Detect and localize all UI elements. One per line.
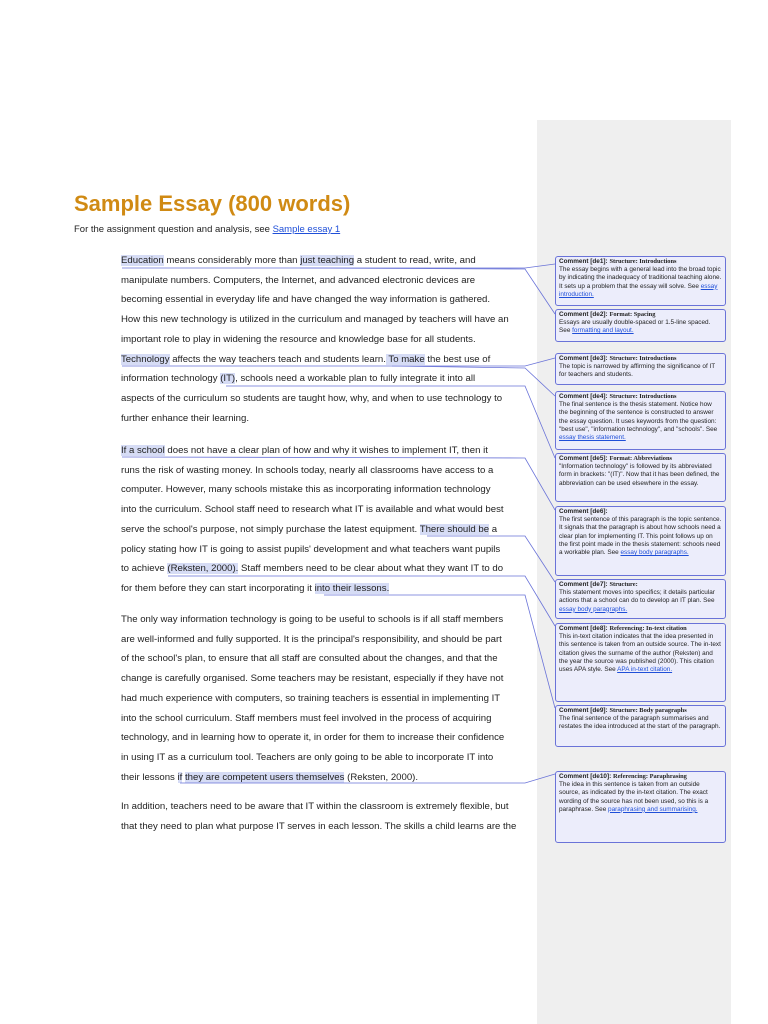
comment-de4[interactable] (555, 391, 726, 450)
comment-de5[interactable] (555, 453, 726, 502)
text-line (121, 817, 516, 837)
text-run: for them before they can start incorporating it (121, 582, 315, 594)
text-line (121, 540, 516, 560)
text-line (121, 500, 516, 520)
text-run: runs the risk of wasting money. In schools today, nearly all classrooms have access to a (121, 464, 494, 476)
commented-text: There should be (419, 523, 490, 535)
comment-category: Structure: Introductions (609, 393, 677, 400)
commented-text: Education (121, 255, 164, 266)
text-line (121, 669, 516, 689)
commented-text: (IT) (220, 373, 236, 385)
comment-de7[interactable] (555, 579, 726, 619)
text-line (121, 689, 516, 709)
comment-de3[interactable] (555, 353, 726, 385)
text-line (121, 520, 516, 540)
text-run: How this new technology is utilized in the curriculum and managed by teachers will have an (121, 314, 509, 326)
text-line (121, 461, 516, 481)
subtitle-text: For the assignment question and analysis, see (74, 224, 273, 235)
comment-link[interactable]: APA in-text citation. (617, 666, 673, 674)
text-run: affects the way teachers teach and students learn. (169, 353, 386, 365)
text-line (121, 768, 516, 788)
comment-body (559, 319, 722, 335)
commented-text: into their lessons. (314, 582, 390, 594)
comment-text: The final sentence of the paragraph summarises and restates the idea introduced at the start of the paragraph. (559, 715, 721, 731)
comment-header (559, 258, 722, 266)
comment-link[interactable]: essay body paragraphs. (620, 549, 689, 557)
text-line (121, 441, 516, 461)
paragraph-4 (121, 797, 516, 836)
comment-header (559, 455, 722, 463)
comment-body (559, 463, 722, 488)
comment-id: Comment [de5]: (559, 455, 608, 462)
commented-text: (Reksten, 2000). (167, 563, 239, 575)
commented-text: Technology (121, 353, 170, 365)
comment-text: This statement moves into specifics; it details particular actions that a school can do to develop an IT plan. See (559, 589, 715, 605)
text-line (121, 649, 516, 669)
sample-essay-link[interactable]: Sample essay 1 (272, 224, 341, 235)
comment-de6[interactable] (555, 506, 726, 576)
text-run: aspects of the curriculum so students are taught how, why, and when to use technology to (121, 392, 503, 404)
text-line (121, 271, 516, 291)
comment-body (559, 633, 722, 674)
text-line (121, 389, 516, 409)
text-run: are well-informed and fully supported. It is the principal's responsibility, and should be part (121, 633, 502, 645)
comment-text: The final sentence is the thesis statement. Notice how the beginning of the sentence is constructed to answer the essay question. It uses keywords from the question: "best use", "information technology", and "schools". See (559, 401, 718, 433)
text-run: a (489, 523, 498, 535)
text-run: further enhance their learning. (121, 412, 249, 424)
comment-header (559, 707, 722, 715)
text-run: that they need to plan what purpose IT serves in each lesson. The skills a child learns are the (121, 820, 517, 832)
text-run: The only way information technology is going to be useful to schools is if all staff members (121, 614, 504, 625)
text-run: a student to read, write, and (354, 255, 476, 266)
comment-text: Essays are usually double-spaced or 1.5-line spaced. See (559, 319, 711, 335)
commented-text: just teaching (300, 255, 355, 266)
comment-link[interactable]: essay introduction. (559, 282, 718, 298)
text-run: does not have a clear plan of how and why it wishes to implement IT, then it (164, 445, 488, 456)
comment-link[interactable]: paraphrasing and summarising. (608, 805, 698, 813)
text-line (121, 480, 516, 500)
comment-id: Comment [de9]: (559, 707, 608, 714)
text-run: computer. However, many schools mistake this as incorporating information technology (121, 484, 491, 496)
text-line (121, 369, 516, 389)
comment-body (559, 715, 722, 731)
comment-id: Comment [de8]: (559, 625, 608, 632)
comment-id: Comment [de7]: (559, 581, 608, 588)
comment-header (559, 393, 722, 401)
comment-de2[interactable] (555, 309, 726, 342)
comment-de8[interactable] (555, 623, 726, 702)
essay-subtitle (74, 224, 340, 235)
comment-body (559, 401, 722, 442)
comment-id: Comment [de4]: (559, 393, 608, 400)
text-line (121, 559, 516, 579)
comment-header (559, 581, 722, 589)
commented-text: if (177, 771, 183, 783)
text-line (121, 709, 516, 729)
comment-body (559, 781, 722, 814)
comment-text: The first sentence of this paragraph is the topic sentence. It signals that the paragraph is about how schools need a clear plan for implementing IT. This point follows up on the first point made in the thesis statement: schools need a workable plan. See (559, 516, 722, 557)
text-line (121, 330, 516, 350)
comment-text: "Information technology" is followed by its abbreviated form in brackets: "(IT)". Now that it has been defined, the abbreviation can be used elsewhere in the essay. (559, 463, 720, 487)
comment-text: The essay begins with a general lead into the broad topic by indicating the inadequacy of traditional teaching alone. It sets up a problem that the essay will solve. See (559, 266, 722, 290)
essay-title: Sample Essay (800 words) (74, 191, 351, 216)
text-run: the best use of (424, 353, 491, 365)
text-run: , schools need a workable plan to fully integrate it into all (235, 373, 476, 385)
text-run: into the curriculum. School staff need to research what IT is available and what would best (121, 504, 504, 516)
comment-category: Structure: Body paragraphs (609, 707, 687, 714)
comment-text: This in-text citation indicates that the idea presented in this sentence is taken from an outside source. The in-text citation gives the surname of the author (Reksten) and the year the source was published (2000). This citation uses APA style. See (559, 633, 721, 674)
text-run: of the school's plan, to ensure that all staff are consulted about the changes, and that the (121, 653, 498, 665)
comment-id: Comment [de6]: (559, 508, 608, 515)
comment-link[interactable]: essay body paragraphs. (559, 605, 628, 613)
text-run: manipulate numbers. Computers, the Internet, and advanced electronic devices are (121, 274, 476, 286)
text-line (121, 579, 516, 599)
comment-de1[interactable] (555, 256, 726, 306)
text-run: In addition, teachers need to be aware that IT within the classroom is extremely flexible, but (121, 801, 509, 812)
text-line (121, 251, 516, 271)
text-run: Staff members need to be clear about what they want IT to do (238, 563, 504, 575)
comment-header (559, 311, 722, 319)
text-line (121, 310, 516, 330)
text-run: important role to play in widening the resource and knowledge base for all students. (121, 333, 476, 345)
comment-body (559, 266, 722, 299)
text-run: becoming essential in everyday life and have changed the way information is gathered. (121, 294, 491, 306)
text-run: in using IT as a curriculum tool. Teachers are only going to be able to incorporate IT into (121, 751, 494, 763)
text-run: means considerably more than (163, 255, 301, 266)
comment-category: Referencing: In-text citation (609, 625, 687, 632)
comment-body (559, 363, 722, 379)
commented-text: To make (385, 353, 425, 365)
text-line (121, 728, 516, 748)
text-run: into the school curriculum. Staff members must feel involved in the process of acquiring (121, 712, 492, 724)
text-run: their lessons (121, 771, 178, 783)
text-line (121, 797, 516, 817)
text-line (121, 290, 516, 310)
paragraph-3 (121, 610, 516, 787)
comment-category: Structure: (609, 581, 638, 588)
comment-id: Comment [de10]: (559, 773, 612, 780)
commented-text: If a school (121, 445, 165, 456)
comment-category: Structure: Introductions (609, 258, 677, 265)
text-run: technology, and in learning how to operate it, in order for them to increase their confidence (121, 732, 505, 744)
comment-category: Referencing: Paraphrasing (612, 773, 687, 780)
comment-header (559, 508, 722, 516)
commented-text: they are competent users themselves (185, 771, 345, 783)
text-run: to achieve (121, 563, 168, 575)
text-line (121, 748, 516, 768)
comment-id: Comment [de3]: (559, 355, 608, 362)
text-run: change is carefully organised. Some teachers may be resistant, especially if they have not (121, 673, 504, 685)
comment-link[interactable]: essay thesis statement. (559, 434, 626, 442)
text-run: information technology (121, 373, 221, 385)
comment-text: The idea in this sentence is taken from an outside source, as indicated by the in-text citation. The exact wording of the source has not been used, so this is a paraphrase. See (559, 781, 709, 813)
comment-body (559, 516, 722, 557)
comment-header (559, 625, 722, 633)
text-run: policy stating how IT is going to assist pupils' development and what teachers want pupils (121, 543, 501, 555)
text-run: (Reksten, 2000). (344, 771, 419, 783)
paragraph-1 (121, 251, 516, 428)
comment-header (559, 355, 722, 363)
comment-de10[interactable] (555, 771, 726, 843)
comment-text: The topic is narrowed by affirming the significance of IT for teachers and students. (559, 363, 716, 379)
comment-body (559, 589, 722, 614)
comment-id: Comment [de1]: (559, 258, 608, 265)
comment-header (559, 773, 722, 781)
text-run: serve the school's purpose, not simply purchase the latest equipment. (121, 523, 420, 535)
text-run: had much experience with computers, so training teachers is essential in implementing IT (121, 692, 501, 704)
comment-de9[interactable] (555, 705, 726, 747)
text-line (121, 350, 516, 370)
comment-category: Format: Abbreviations (609, 455, 672, 462)
text-line (121, 630, 516, 650)
text-line (121, 409, 516, 429)
comment-id: Comment [de2]: (559, 311, 608, 318)
comment-link[interactable]: formatting and layout. (572, 327, 634, 335)
paragraph-2 (121, 441, 516, 599)
text-line (121, 610, 516, 630)
comment-category: Format: Spacing (609, 311, 656, 318)
comment-category: Structure: Introductions (609, 355, 677, 362)
